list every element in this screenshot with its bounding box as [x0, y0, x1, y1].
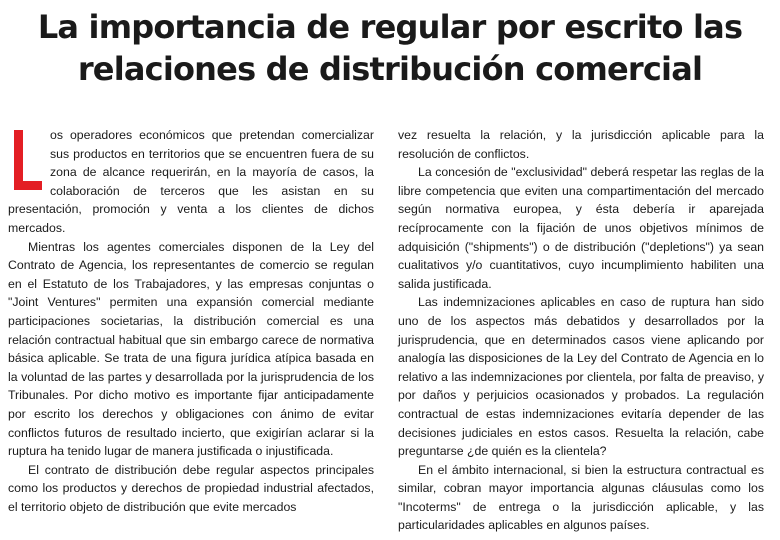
- paragraph-indemnities: Las indemnizaciones aplicables en caso de ruptura han sido uno de los aspectos más debatidos y desarrollados por la jurisprudencia, que en determinados casos viene aplicando por analogía las disposiciones de la Ley del Contrato de Agencia en lo relativo a las indemnizaciones por clientela, por falta de preaviso, y por daños y perjuicios ocasionados y probados. La regulación contractual de estas indemnizaciones evitaría depender de las decisiones judiciales en estos casos. Resuelta la relación, cabe preguntarse ¿de quién es la clientela?: [398, 295, 764, 459]
- article-title-line-2: relaciones de distribución comercial: [77, 50, 703, 88]
- paragraph-international: En el ámbito internacional, si bien la estructura contractual es similar, cobran mayor importancia algunas cláusulas como los "Incoterms" de entrega o la jurisdicción aplicable, y las particularidades aplicables en algunos países.: [398, 462, 764, 533]
- article-title-line-1: La importancia de regular por escrito las: [37, 8, 743, 46]
- paragraph-exclusivity: La concesión de "exclusividad" deberá respetar las reglas de la libre competencia que eviten una compartimentación del mercado según normativa europea, y ésta debería ir aparejada recíprocamente con la fijación de unos objetivos mínimos de adquisición ("shipments") o de distribución ("depletions") ya sean cualitativos y/o cuantitativos, cuyo incumplimiento habiliten una salida justificada.: [398, 165, 764, 291]
- right-column: [398, 126, 764, 535]
- paragraph-contract-aspects-continued: vez resuelta la relación, y la jurisdicción aplicable para la resolución de conflictos.: [398, 128, 764, 161]
- dropcap-horizontal-stroke: [14, 181, 42, 190]
- left-column: [8, 126, 374, 516]
- article-title: [0, 6, 780, 90]
- paragraph-agents: Mientras los agentes comerciales disponen de la Ley del Contrato de Agencia, los representantes de comercio se regulan en el Estatuto de los Trabajadores, y las empresas conjuntas o "Joint Ventures" permiten una expansión comercial mediante participaciones societarias, la distribución comercial es una relación contractual habitual que sin embargo carece de normativa básica aplicable. Se trata de una figura jurídica atípica basada en la voluntad de las partes y desarrollada por la jurisprudencia de los Tribunales. Por dicho motivo es importante fijar anticipadamente por escrito los derechos y obligaciones con ánimo de evitar conflictos futuros de resultado incierto, que exigirían aclarar si la ruptura ha tenido lugar de manera justificada o injustificada.: [8, 239, 374, 459]
- paragraph-contract-aspects: El contrato de distribución debe regular aspectos principales como los productos y derechos de propiedad industrial afectados, el territorio objeto de distribución que evite mercados: [8, 462, 374, 514]
- paragraph-intro: os operadores económicos que pretendan comercializar sus productos en territorios que se encuentren fuera de su zona de alcance requerirán, en la mayoría de casos, la colaboración de terceros que les asistan en su presentación, promoción y venta a los clientes de dichos mercados.: [8, 128, 374, 235]
- dropcap-letter: [8, 130, 46, 192]
